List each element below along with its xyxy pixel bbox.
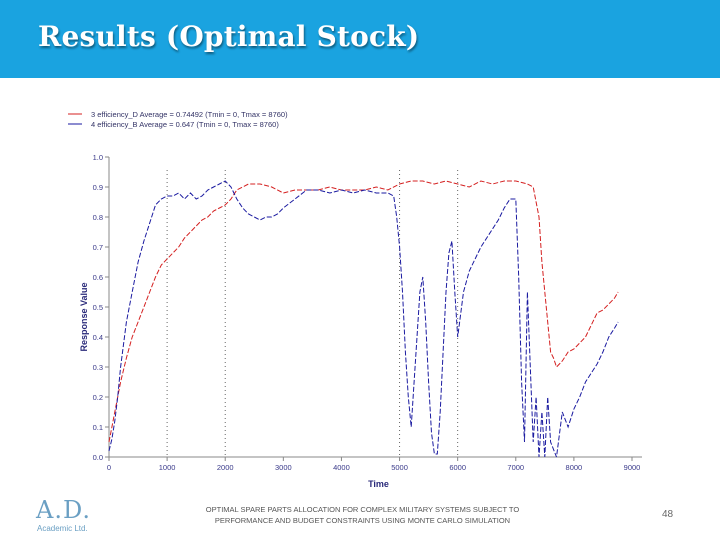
- y-tick-label: 0.6: [92, 273, 103, 282]
- x-axis-label: Time: [368, 479, 389, 489]
- company-logo: [34, 496, 104, 536]
- series-line-2: [109, 181, 618, 457]
- legend-label-2: 4 efficiency_B Average = 0.647 (Tmin = 0, Tmax = 8760): [91, 120, 279, 129]
- x-tick-label: 7000: [507, 463, 525, 472]
- y-tick-label: 0.3: [92, 363, 103, 372]
- y-tick-label: 1.0: [92, 153, 103, 162]
- x-tick-label: 6000: [449, 463, 467, 472]
- y-tick-label: 0.1: [92, 423, 103, 432]
- y-tick-label: 0.7: [92, 243, 103, 252]
- y-tick-label: 0.2: [92, 393, 103, 402]
- x-tick-label: 0: [106, 463, 112, 472]
- x-tick-label: 2000: [216, 463, 234, 472]
- x-tick-label: 5000: [391, 463, 408, 472]
- page-number: 48: [662, 509, 674, 520]
- y-tick-label: 0.8: [92, 213, 103, 222]
- legend-label-1: 3 efficiency_D Average = 0.74492 (Tmin = 0, Tmax = 8760): [91, 110, 288, 119]
- logo-mark: A.D.: [36, 496, 91, 524]
- x-tick-label: 3000: [274, 463, 292, 472]
- y-tick-label: 0.5: [92, 303, 103, 312]
- slide-footer: OPTIMAL SPARE PARTS ALLOCATION FOR COMPLEX MILITARY SYSTEMS SUBJECT TO PERFORMANCE AND BUDGET CONSTRAINTS USING MONTE CARLO SIMULATION: [205, 505, 520, 525]
- x-tick-label: 1000: [158, 463, 176, 472]
- x-tick-label: 9000: [623, 463, 641, 472]
- y-axis-label: Response Value: [79, 282, 89, 352]
- slide-title: Results (Optimal Stock): [38, 20, 420, 53]
- y-tick-label: 0.4: [92, 333, 103, 342]
- y-tick-label: 0.9: [92, 183, 103, 192]
- series-line-1: [109, 181, 618, 442]
- x-tick-label: 8000: [565, 463, 583, 472]
- y-tick-label: 0.0: [92, 453, 103, 462]
- x-tick-label: 4000: [333, 463, 350, 472]
- logo-text: Academic Ltd.: [37, 524, 88, 533]
